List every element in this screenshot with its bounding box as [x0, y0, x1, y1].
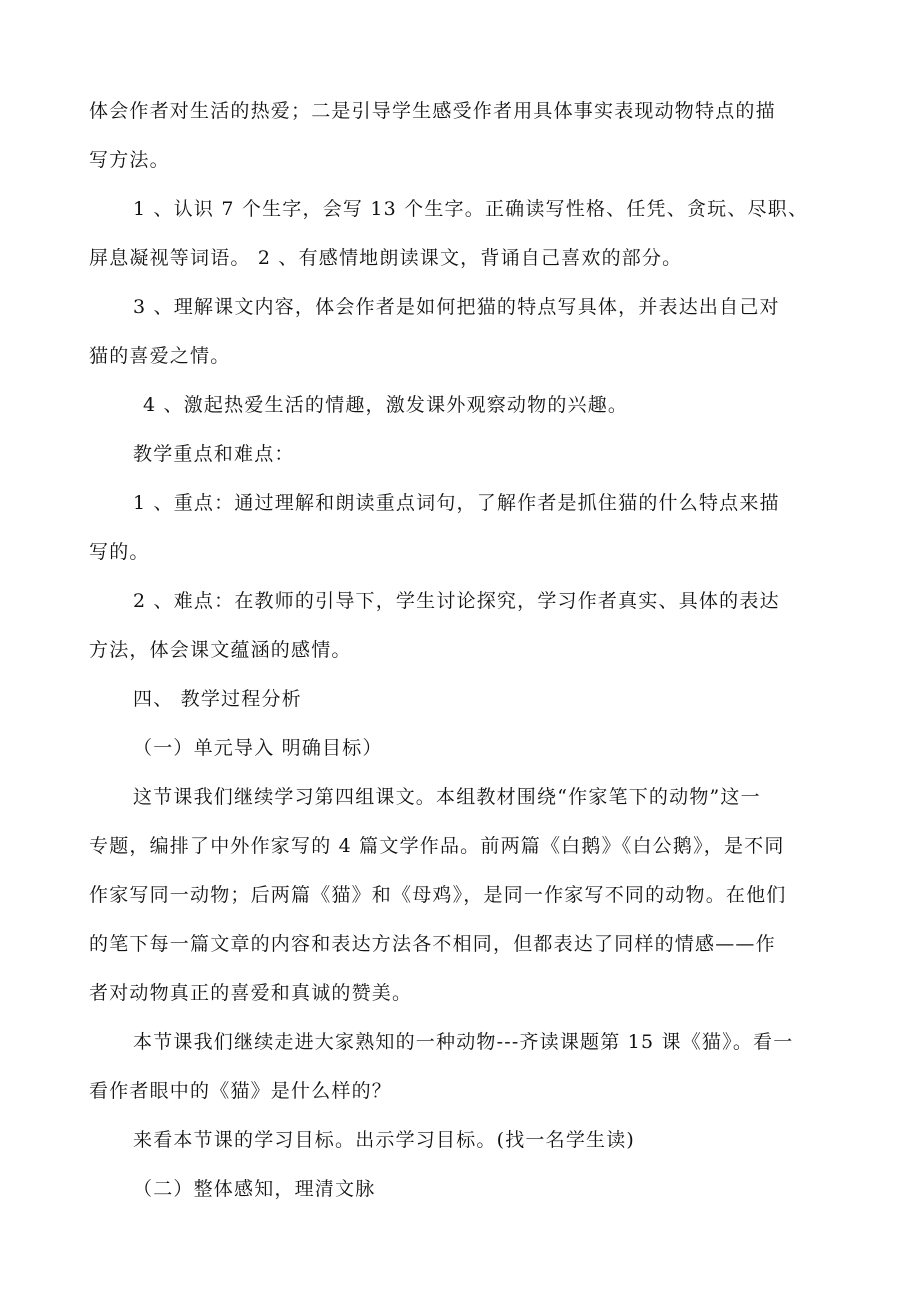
text-line: 来看本节课的学习目标。出示学习目标。(找一名学生读) [133, 1129, 636, 1151]
text-line: 体会作者对生活的热爱；二是引导学生感受作者用具体事实表现动物特点的描 [89, 100, 776, 122]
text-line: 1 、认识 7 个生字，会写 13 个生字。正确读写性格、任凭、贪玩、尽职、 [133, 198, 809, 220]
text-line: 4 、激起热爱生活的情趣，激发课外观察动物的兴趣。 [143, 394, 629, 416]
text-line: 本节课我们继续走进大家熟知的一种动物---齐读课题第 15 课《猫》。看一 [133, 1031, 794, 1053]
text-line: 的笔下每一篇文章的内容和表达方法各不相同，但都表达了同样的情感——作 [89, 933, 776, 955]
text-line: 3 、理解课文内容，体会作者是如何把猫的特点写具体，并表达出自己对 [133, 296, 780, 318]
text-line: 这节课我们继续学习第四组课文。本组教材围绕“作家笔下的动物”这一 [133, 786, 761, 808]
section-heading: 教学重点和难点： [133, 443, 295, 465]
text-line: 写方法。 [89, 149, 170, 171]
subsection-heading: （一）单元导入 明确目标） [133, 737, 383, 759]
text-line: 方法，体会课文蕴涵的感情。 [89, 639, 352, 661]
text-line: 看作者眼中的《猫》是什么样的？ [89, 1080, 393, 1102]
subsection-heading: （二）整体感知，理清文脉 [133, 1178, 376, 1200]
text-line: 写的。 [89, 541, 150, 563]
text-line: 者对动物真正的喜爱和真诚的赞美。 [89, 982, 413, 1004]
text-line: 屏息凝视等词语。 2 、有感情地朗读课文，背诵自己喜欢的部分。 [89, 247, 683, 269]
text-line: 1 、重点：通过理解和朗读重点词句，了解作者是抓住猫的什么特点来描 [133, 492, 780, 514]
text-line: 专题，编排了中外作家写的 4 篇文学作品。前两篇《白鹅》《白公鹅》，是不同 [89, 835, 785, 857]
text-line: 2 、难点：在教师的引导下，学生讨论探究，学习作者真实、具体的表达 [133, 590, 780, 612]
text-line: 作家写同一动物；后两篇《猫》和《母鸡》，是同一作家写不同的动物。在他们 [89, 884, 787, 906]
section-heading: 四、 教学过程分析 [133, 688, 302, 710]
text-line: 猫的喜爱之情。 [89, 345, 231, 367]
